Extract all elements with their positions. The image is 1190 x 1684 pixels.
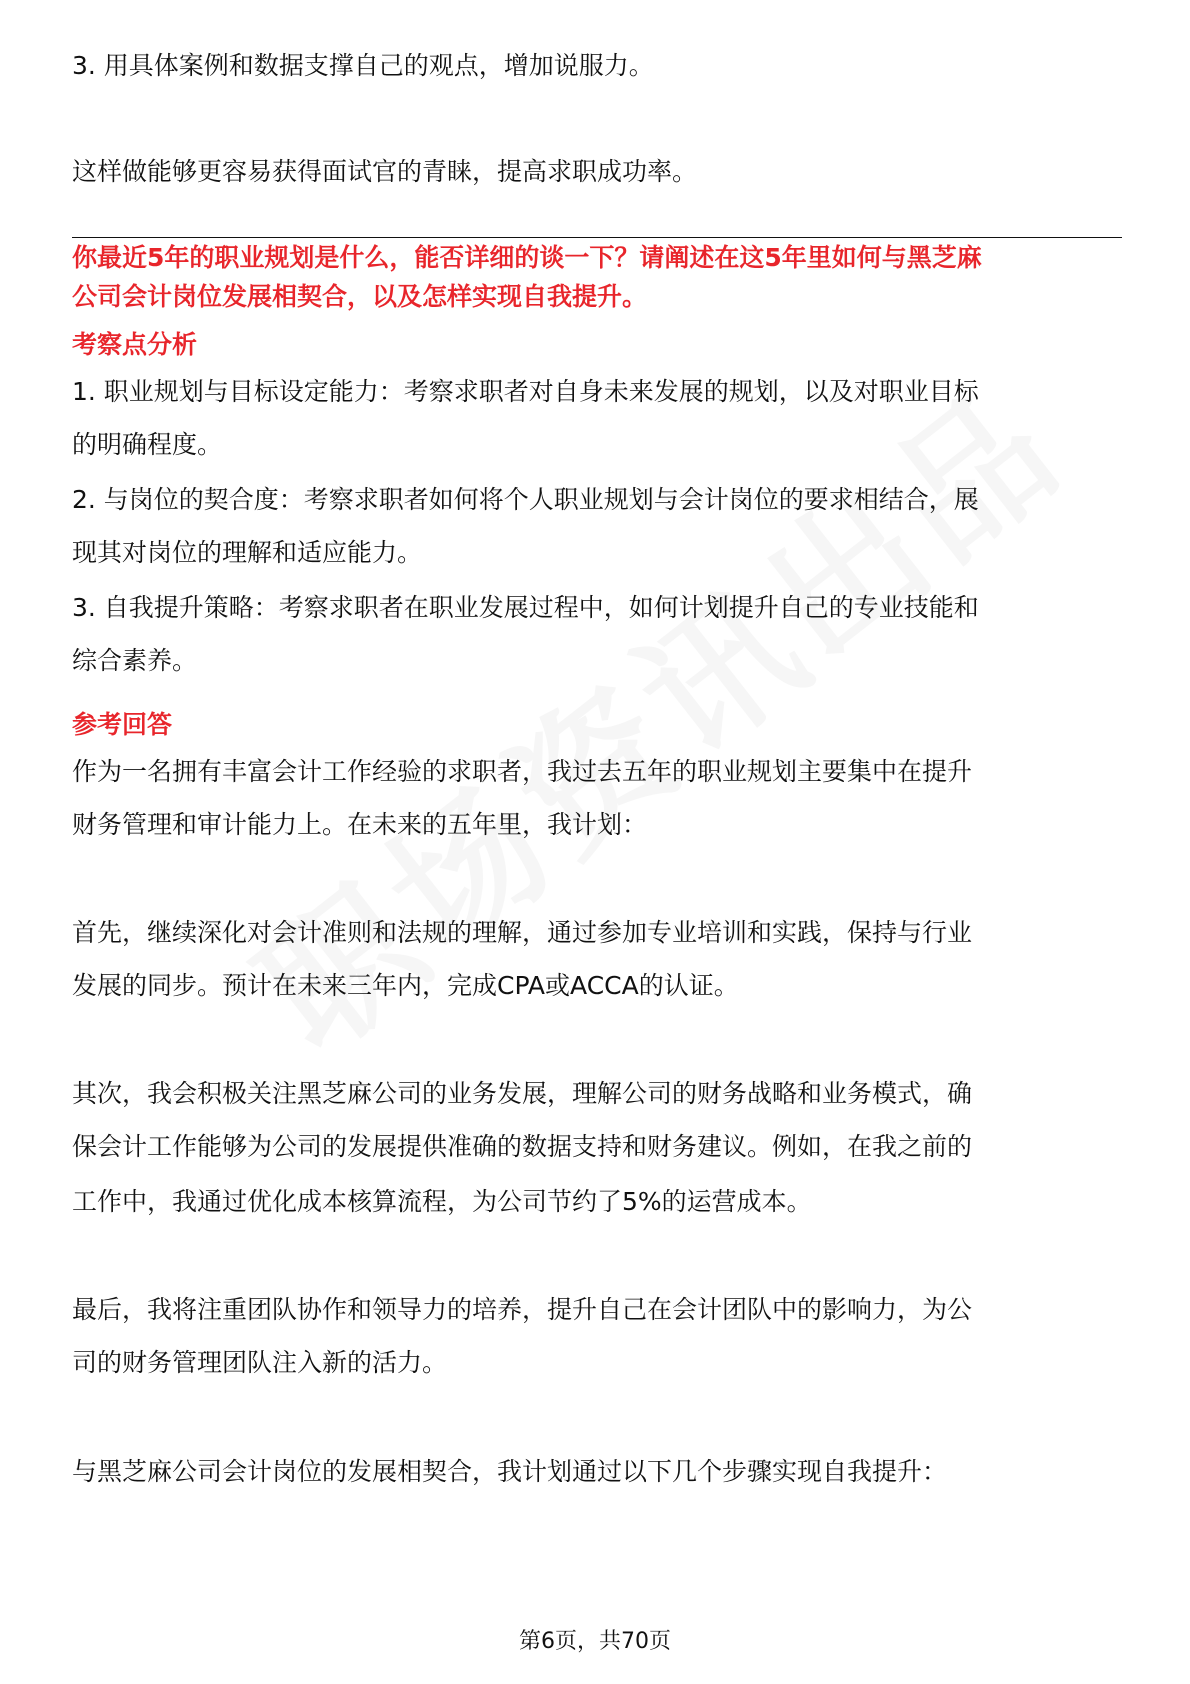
- answer-paragraph-2-line: 发展的同步。预计在未来三年内，完成CPA或ACCA的认证。: [72, 971, 739, 1000]
- analysis-line: 综合素养。: [72, 646, 198, 675]
- question-line-1: 你最近5年的职业规划是什么，能否详细的谈一下？请阐述在这5年里如何与黑芝麻: [72, 243, 982, 272]
- intro-point-3: 3. 用具体案例和数据支撑自己的观点，增加说服力。: [72, 51, 654, 80]
- answer-paragraph-3-line: 保会计工作能够为公司的发展提供准确的数据支持和财务建议。例如，在我之前的: [72, 1132, 973, 1161]
- answer-paragraph-3-line: 其次，我会积极关注黑芝麻公司的业务发展，理解公司的财务战略和业务模式，确: [72, 1079, 973, 1108]
- answer-paragraph-2-line: 首先，继续深化对会计准则和法规的理解，通过参加专业培训和实践，保持与行业: [72, 918, 973, 947]
- intro-conclusion: 这样做能够更容易获得面试官的青睐，提高求职成功率。: [72, 157, 698, 186]
- answer-paragraph-1-line: 财务管理和审计能力上。在未来的五年里，我计划：: [72, 810, 648, 839]
- analysis-line: 的明确程度。: [72, 430, 223, 459]
- answer-paragraph-5-line: 与黑芝麻公司会计岗位的发展相契合，我计划通过以下几个步骤实现自我提升：: [72, 1457, 948, 1486]
- analysis-line: 3. 自我提升策略：考察求职者在职业发展过程中，如何计划提升自己的专业技能和: [72, 593, 979, 622]
- answer-paragraph-4-line: 最后，我将注重团队协作和领导力的培养，提升自己在会计团队中的影响力，为公: [72, 1295, 973, 1324]
- page-number-footer: 第6页，共70页: [519, 1629, 671, 1654]
- answer-paragraph-1-line: 作为一名拥有丰富会计工作经验的求职者，我过去五年的职业规划主要集中在提升: [72, 757, 973, 786]
- answer-paragraph-3-line: 工作中，我通过优化成本核算流程，为公司节约了5%的运营成本。: [72, 1187, 812, 1216]
- analysis-line: 2. 与岗位的契合度：考察求职者如何将个人职业规划与会计岗位的要求相结合，展: [72, 485, 979, 514]
- analysis-line: 1. 职业规划与目标设定能力：考察求职者对自身未来发展的规划，以及对职业目标: [72, 377, 979, 406]
- question-line-2: 公司会计岗位发展相契合，以及怎样实现自我提升。: [72, 282, 648, 311]
- answer-heading: 参考回答: [72, 710, 173, 739]
- analysis-line: 现其对岗位的理解和适应能力。: [72, 538, 423, 567]
- analysis-heading: 考察点分析: [72, 330, 198, 359]
- answer-paragraph-4-line: 司的财务管理团队注入新的活力。: [72, 1348, 448, 1377]
